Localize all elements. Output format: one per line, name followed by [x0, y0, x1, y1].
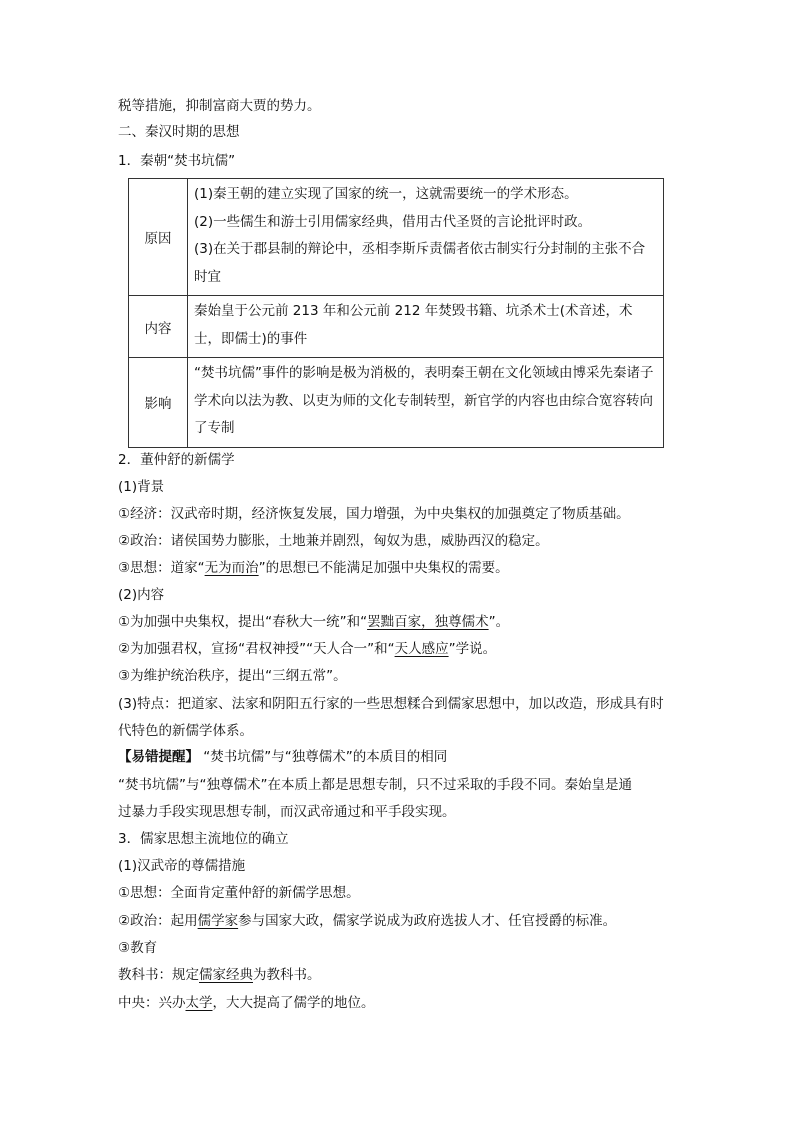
c1-pre: ①为加强中央集权，提出“春秋大一统”和“: [118, 614, 368, 630]
measure-1: ①思想：全面肯定董仲舒的新儒学思想。: [118, 885, 360, 901]
bg-thought: [118, 558, 509, 578]
intro-line: 税等措施，抑制富商大贾的势力。: [118, 98, 321, 114]
measure-2: [118, 911, 616, 931]
row-body-impact: [188, 358, 664, 448]
central-post: ，大大提高了儒学的地位。: [212, 995, 375, 1011]
sub1-heading: 1．秦朝“焚书坑儒”: [118, 153, 236, 169]
book-burning-table: [128, 178, 664, 448]
content-item-2: [118, 639, 496, 659]
row-body-content: [188, 296, 664, 358]
table-row-reason: [129, 179, 664, 296]
central-line: [118, 993, 375, 1013]
bg-economy: ①经济：汉武帝时期，经济恢复发展，国力增强，为中央集权的加强奠定了物质基础。: [118, 506, 630, 522]
content-line: 秦始皇于公元前 213 年和公元前 212 年焚毁书籍、坑杀术士(术音述，术士，即儒士)的事件: [194, 303, 633, 347]
m2-post: 参与国家大政，儒家学说成为政府选拔人才、任官授爵的标准。: [238, 913, 617, 929]
bg-thought-pre: ③思想：道家“: [118, 560, 205, 576]
sub2-heading: 2．董仲舒的新儒学: [118, 452, 235, 468]
c2-post: ”学说。: [448, 641, 497, 657]
m2-underlined: 儒学家: [197, 913, 239, 929]
content-heading: (2)内容: [118, 587, 165, 603]
tip-title-bracket: 【易错提醒】: [118, 749, 199, 765]
table-row-content: [129, 296, 664, 358]
measure-3: ③教育: [118, 940, 158, 956]
content-item-1: [118, 612, 509, 632]
tip-line-2: 过暴力手段实现思想专制，而汉武帝通过和平手段实现。: [118, 804, 456, 820]
row-label-impact: 影响: [129, 358, 188, 448]
content-item-3: ③为维护统治秩序，提出“三纲五常”。: [118, 668, 347, 684]
bg-thought-underlined: 无为而治: [204, 560, 259, 576]
tip-line-1: “焚书坑儒”与“独尊儒术”在本质上都是思想专制，只不过采取的手段不同。秦始皇是通: [118, 777, 632, 793]
central-pre: 中央：兴办: [118, 995, 186, 1011]
bg-heading: (1)背景: [118, 479, 165, 495]
m2-pre: ②政治：起用: [118, 913, 198, 929]
sub3-heading: 3．儒家思想主流地位的确立: [118, 831, 289, 847]
tip-title-rest: “焚书坑儒”与“独尊儒术”的本质目的相同: [199, 749, 448, 765]
row-label-content: 内容: [129, 296, 188, 358]
features-line-2: 代特色的新儒学体系。: [118, 723, 253, 739]
reason-line-1: (1)秦王朝的建立实现了国家的统一，这就需要统一的学术形态。: [194, 186, 578, 202]
impact-line: “焚书坑儒”事件的影响是极为消极的，表明秦王朝在文化领域由博采先秦诸子学术向以法为教、以吏为师的文化专制转型，新官学的内容也由综合宽容转向了专制: [194, 365, 654, 436]
tip-title: [118, 747, 447, 767]
bg-politics: ②政治：诸侯国势力膨胀，土地兼并剧烈，匈奴为患，威胁西汉的稳定。: [118, 533, 549, 549]
features-line-1: (3)特点：把道家、法家和阴阳五行家的一些思想糅合到儒家思想中，加以改造，形成具有时: [118, 696, 664, 712]
textbook-underlined: 儒家经典: [199, 967, 253, 983]
section-heading: 二、秦汉时期的思想: [118, 124, 240, 140]
bg-thought-post: ”的思想已不能满足加强中央集权的需要。: [258, 560, 509, 576]
central-underlined: 太学: [185, 995, 213, 1011]
row-body-reason: [188, 179, 664, 296]
c1-underlined: 罢黜百家，独尊儒术: [367, 614, 489, 630]
textbook-pre: 教科书：规定: [118, 967, 199, 983]
textbook-line: [118, 965, 321, 985]
c1-post: ”。: [488, 614, 510, 630]
measures-heading: (1)汉武帝的尊儒措施: [118, 858, 246, 874]
table-row-impact: [129, 358, 664, 448]
reason-line-2: (2)一些儒生和游士引用儒家经典，借用古代圣贤的言论批评时政。: [194, 213, 592, 230]
textbook-post: 为教科书。: [253, 967, 321, 983]
c2-pre: ②为加强君权，宣扬“君权神授”“天人合一”和“: [118, 641, 395, 657]
c2-underlined: 天人感应: [394, 641, 449, 657]
row-label-reason: 原因: [129, 179, 188, 296]
reason-line-3: (3)在关于郡县制的辩论中，丞相李斯斥责儒者依古制实行分封制的主张不合时宜: [194, 241, 646, 285]
